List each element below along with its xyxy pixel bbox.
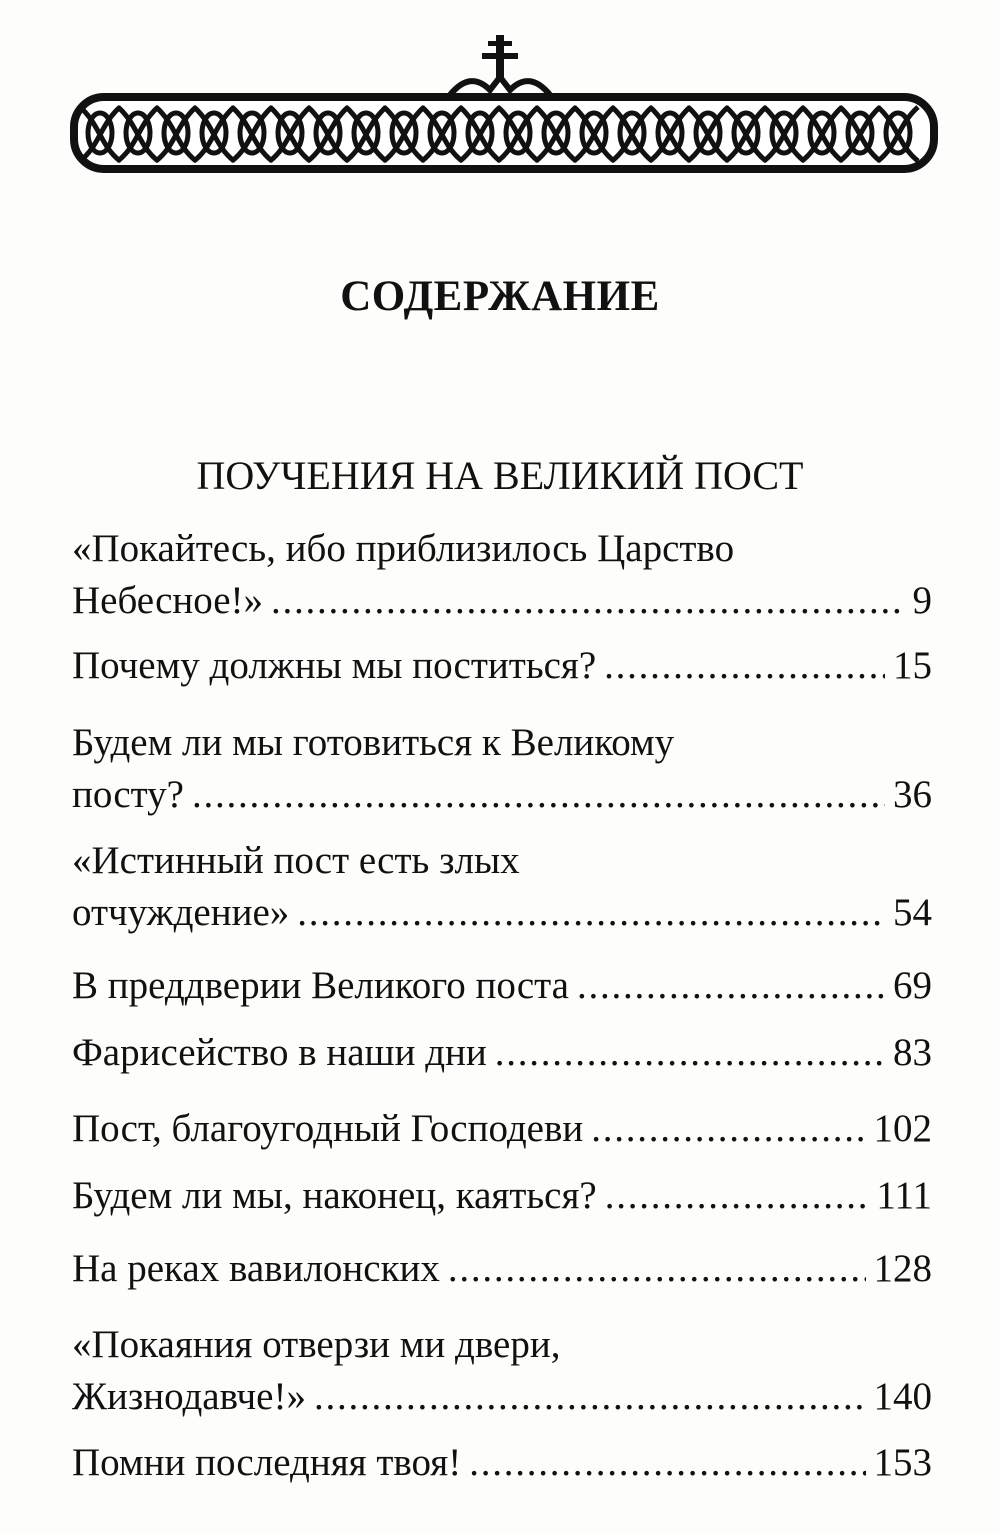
- toc-entry-title: «Покаяния отверзи ми двери,: [72, 1323, 561, 1366]
- toc-entry: [72, 1243, 932, 1295]
- toc-entry: [72, 717, 932, 821]
- dot-leader: [271, 575, 904, 627]
- toc-entry-title: На реках вавилонских: [72, 1247, 440, 1290]
- toc-page-number: 9: [912, 579, 932, 622]
- toc-entry-title: Пост, благоугодный Господеви: [72, 1107, 584, 1150]
- interlace-ornament-header: [70, 35, 938, 175]
- dot-leader: [495, 1027, 885, 1079]
- toc-entry: [72, 523, 932, 627]
- toc-page-number: 111: [876, 1174, 932, 1217]
- toc-entry-title: Жизнодавче!»: [72, 1375, 306, 1418]
- toc-entry: [72, 1170, 932, 1222]
- toc-entry-title: Будем ли мы готовиться к Великому: [72, 721, 675, 764]
- toc-page-number: 69: [893, 964, 932, 1007]
- dot-leader: [605, 1170, 869, 1222]
- toc-page-number: 140: [873, 1375, 932, 1418]
- section-title: ПОУЧЕНИЯ НА ВЕЛИКИЙ ПОСТ: [196, 453, 804, 498]
- cross-icon: [482, 35, 518, 77]
- toc-page-number: 36: [893, 773, 932, 816]
- toc-page-number: 102: [873, 1107, 932, 1150]
- toc-entry: [72, 640, 932, 692]
- toc-entry: [72, 1437, 932, 1489]
- toc-entry-title: «Истинный пост есть злых: [72, 839, 520, 882]
- toc-entry-title: Помни последняя твоя!: [72, 1441, 462, 1484]
- dot-leader: [314, 1371, 866, 1423]
- toc-page-number: 83: [893, 1031, 932, 1074]
- toc-entry-title: отчуждение»: [72, 891, 290, 934]
- dot-leader: [469, 1437, 865, 1489]
- toc-entry-title: Фарисейство в наши дни: [72, 1031, 487, 1074]
- toc-entry: [72, 1319, 932, 1423]
- toc-entry-title: Будем ли мы, наконец, каяться?: [72, 1174, 597, 1217]
- dot-leader: [591, 1103, 865, 1155]
- toc-page-number: 153: [873, 1441, 932, 1484]
- toc-entry-title: «Покайтесь, ибо приблизилось Царство: [72, 527, 735, 570]
- dot-leader: [448, 1243, 866, 1295]
- toc-entry: [72, 960, 932, 1012]
- toc-page-number: 128: [873, 1247, 932, 1290]
- dot-leader: [604, 640, 885, 692]
- dot-leader: [577, 960, 885, 1012]
- toc-entry: [72, 1027, 932, 1079]
- page-title: СОДЕРЖАНИЕ: [340, 273, 660, 320]
- toc-page-number: 15: [893, 644, 932, 687]
- toc-entry-title: Небесное!»: [72, 579, 264, 622]
- toc-entry-title: В преддверии Великого поста: [72, 964, 569, 1007]
- toc-entry-title: посту?: [72, 773, 184, 816]
- toc-page-number: 54: [893, 891, 932, 934]
- dot-leader: [297, 887, 885, 939]
- dot-leader: [192, 769, 885, 821]
- toc-entry-title: Почему должны мы поститься?: [72, 644, 597, 687]
- toc-entry: [72, 1103, 932, 1155]
- toc-entry: [72, 835, 932, 939]
